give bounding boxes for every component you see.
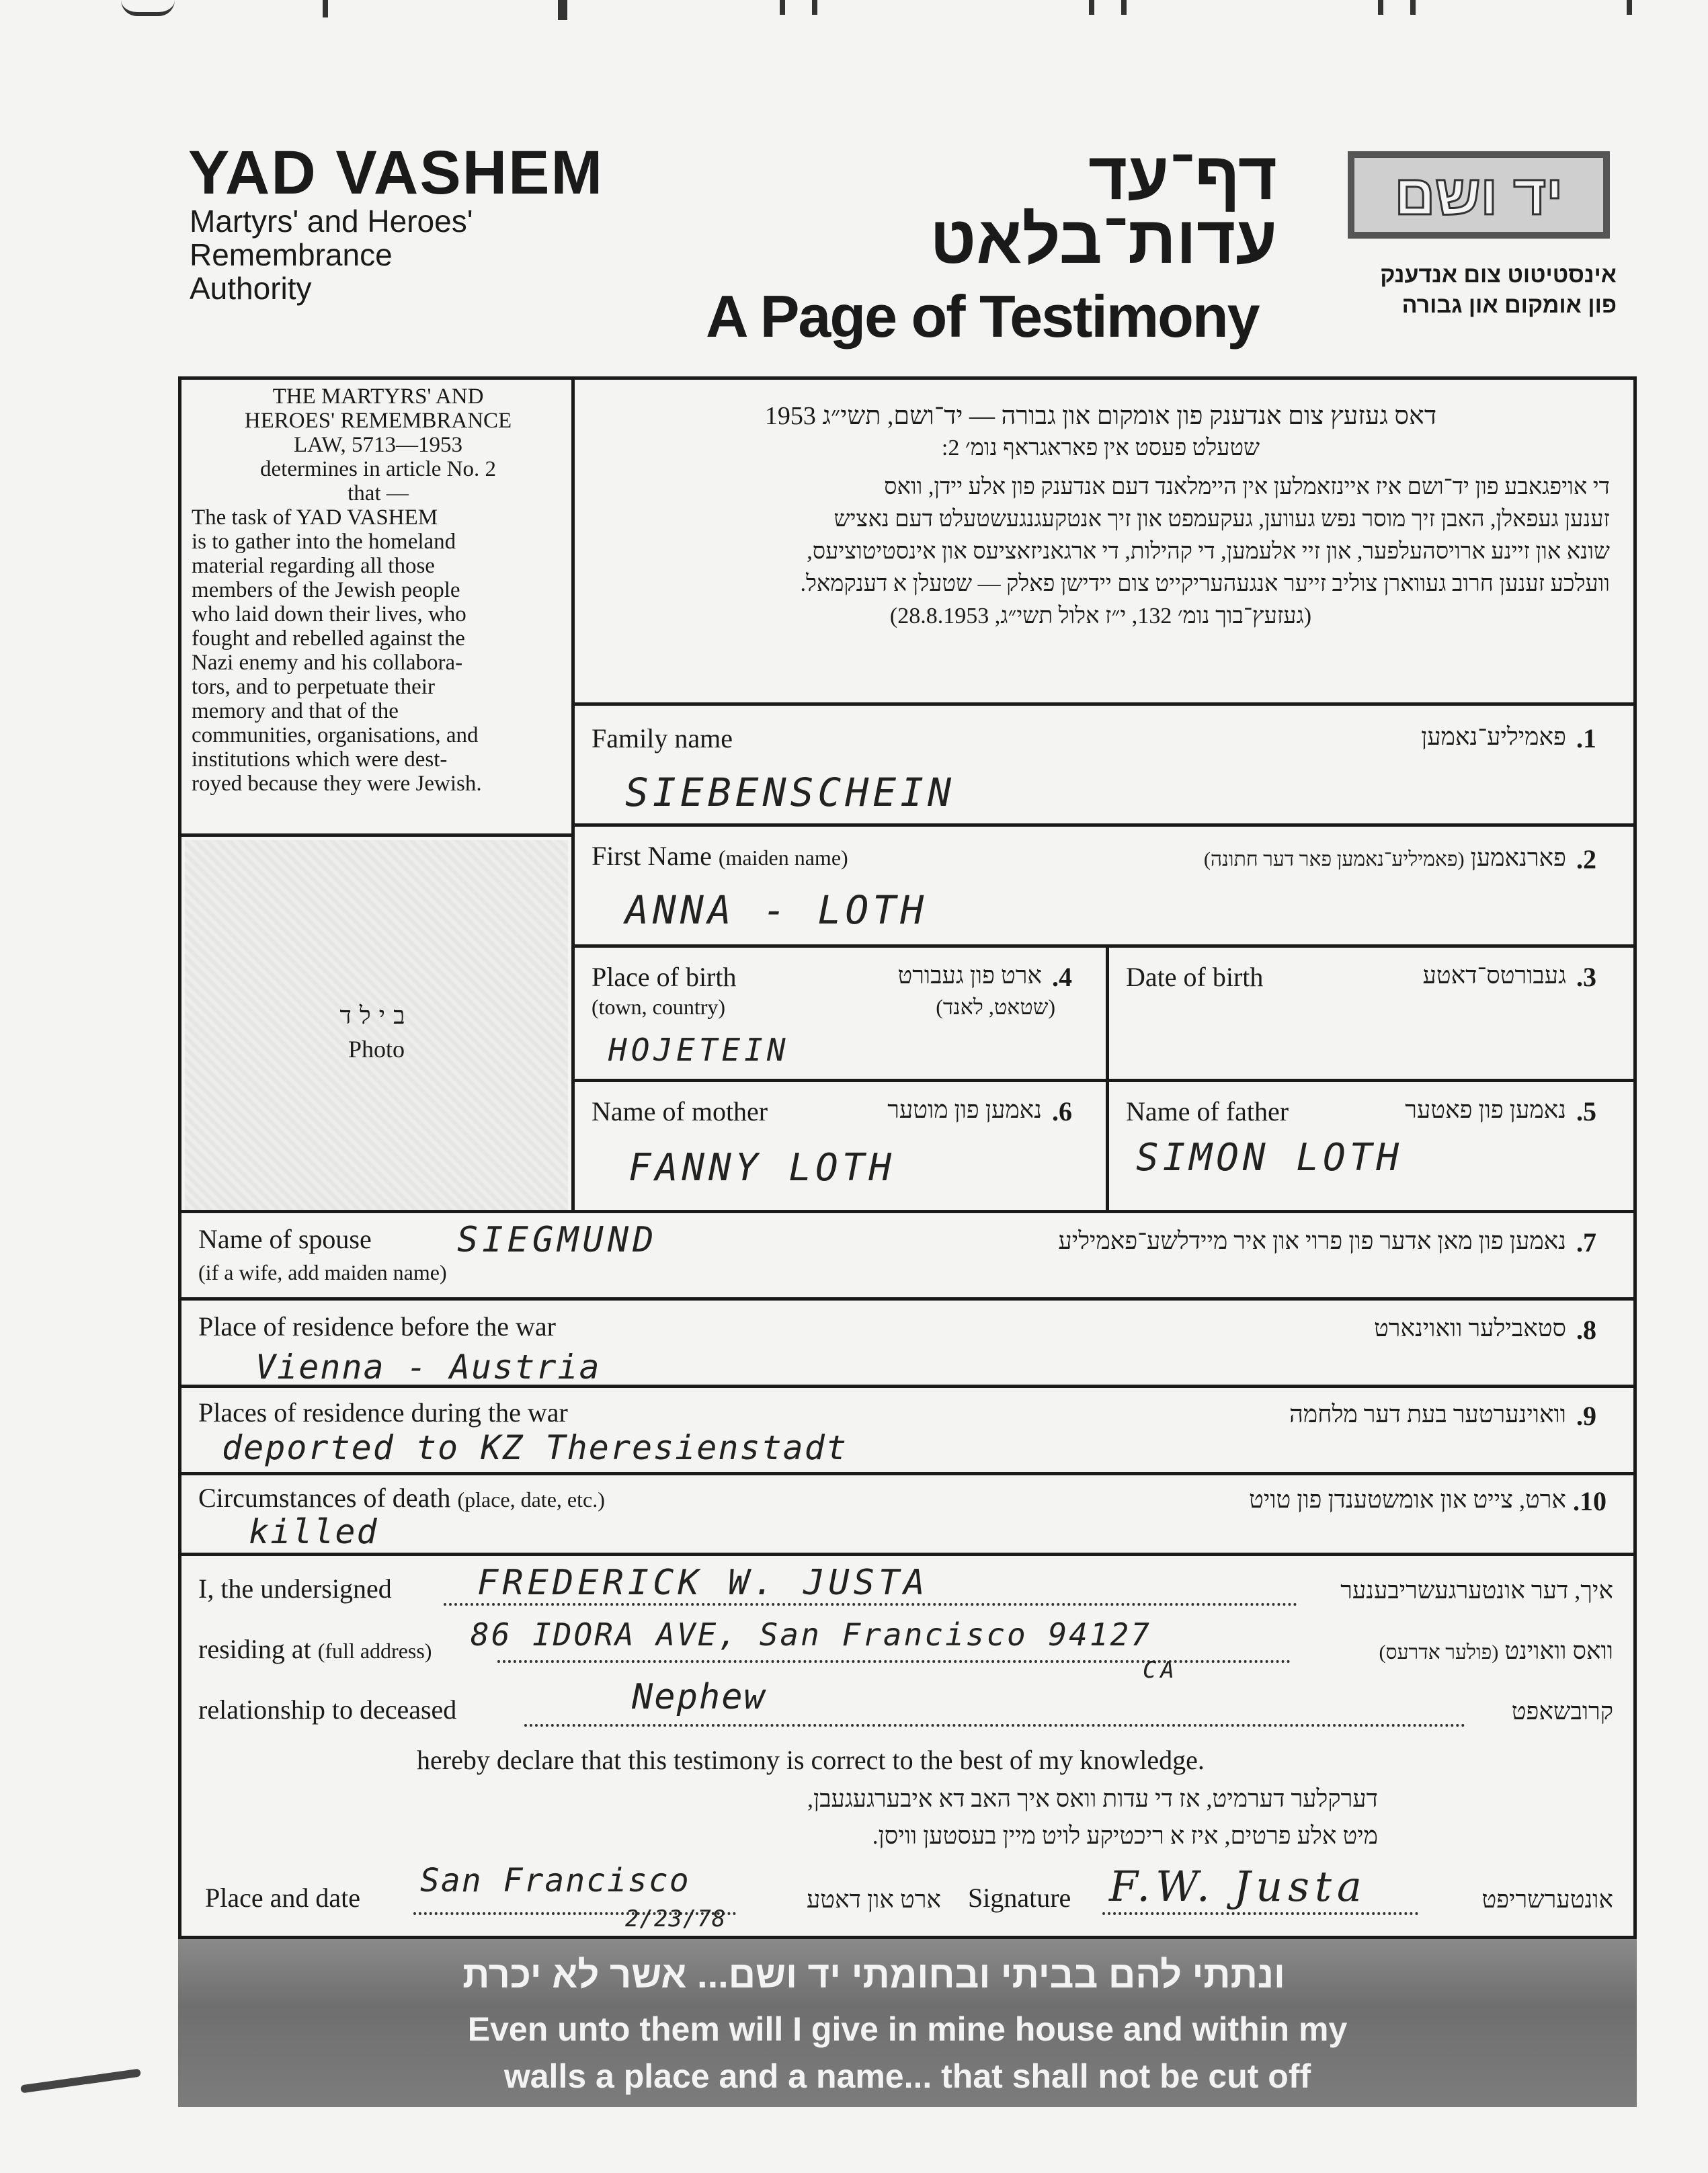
address-note: (full address) [317, 1639, 432, 1663]
first-name-number: .2 [1576, 844, 1596, 874]
mother-name-label-yiddish: נאמען פון מוטער [887, 1096, 1042, 1123]
father-name-label-yiddish: נאמען פון פאטער [1405, 1096, 1566, 1123]
wartime-residence-value[interactable]: deported to KZ Theresienstadt [222, 1428, 848, 1467]
left-column-divider [571, 376, 575, 1213]
law-line: communities, organisations, and [192, 723, 479, 747]
signature-label-yiddish: אונטערשריפט [1481, 1886, 1613, 1913]
logo-mark [1348, 151, 1610, 239]
law-yiddish-line: וועלכע זענען חרוב געווארן צוליב זייער אנגעהעריקייט צום יידישן פאלק — שטעלן א דענקמאל. [800, 571, 1610, 596]
upper-section-bottom [181, 1210, 1637, 1213]
spouse-name-label-yiddish: נאמען פון מאן אדער פון פרוי און איר מיידלשע־פאמיליע [1058, 1227, 1566, 1254]
prewar-residence-label: Place of residence before the war [198, 1311, 556, 1342]
family-name-label: Family name [592, 723, 733, 753]
address-heb-note: (פולער אדרעס) [1379, 1641, 1499, 1664]
birthplace-note: (town, country) [592, 995, 726, 1019]
undersigned-value[interactable]: FREDERICK W. JUSTA [477, 1563, 929, 1603]
birthplace-note-yiddish: (שטאט, לאנד) [936, 995, 1055, 1019]
undersigned-label: I, the undersigned [198, 1573, 392, 1604]
spouse-name-number: .7 [1576, 1227, 1596, 1258]
mother-name-number: .6 [1052, 1096, 1072, 1126]
relationship-label: relationship to deceased [198, 1694, 457, 1725]
undersigned-label-yiddish: איך, דער אונטערגעשריבענער [1340, 1577, 1613, 1604]
law-line: that — [348, 481, 409, 505]
top-edge-marks [0, 0, 1708, 20]
prewar-residence-value[interactable]: Vienna - Austria [255, 1348, 601, 1387]
title-yiddish-1: דף־עד [1088, 138, 1277, 214]
signature-label: Signature [968, 1883, 1071, 1913]
law-line: HEROES' REMEMBRANCE [244, 409, 512, 433]
prewar-residence-number: .8 [1576, 1315, 1596, 1345]
first-name-note: (maiden name) [718, 846, 848, 870]
spouse-name-note: (if a wife, add maiden name) [198, 1260, 447, 1284]
law-photo-divider [181, 833, 571, 837]
address-value[interactable]: 86 IDORA AVE, San Francisco 94127 [471, 1616, 1151, 1653]
relationship-line [524, 1724, 1465, 1727]
birthdate-label: Date of birth [1126, 962, 1264, 992]
org-name: YAD VASHEM [188, 138, 604, 207]
relationship-value[interactable]: Nephew [632, 1677, 766, 1717]
footer-english-1: Even unto them will I give in mine house and within my [467, 2010, 1348, 2048]
law-line: The task of YAD VASHEM [192, 505, 438, 530]
signature-line [1102, 1912, 1418, 1915]
relationship-label-yiddish: קרובשאפט [1511, 1698, 1613, 1725]
wartime-residence-number: .9 [1576, 1401, 1596, 1431]
address-label-yiddish [1264, 1637, 1613, 1665]
law-yiddish-line: זענען געפאלן, האבן זיך מוסר נפש געווען, געקעמפט און זיך אנטקעגנגעשטעלט דעם נאציש [833, 507, 1610, 532]
law-line: members of the Jewish people [192, 578, 460, 602]
first-name-value[interactable]: ANNA - LOTH [625, 887, 928, 933]
law-yiddish-title: דאס געזעץ צום אנדענק פון אומקום און גבורה — יד־ושם, תשי״ג 1953 [764, 402, 1437, 430]
law-line: who laid down their lives, who [192, 602, 466, 626]
wartime-residence-label-yiddish: וואוינערטער בעת דער מלחמה [1289, 1401, 1566, 1428]
first-name-label [592, 840, 848, 872]
scan-artifact [20, 2069, 141, 2094]
first-name-heb-note: (פאמיליע־נאמען פאר דער חתונה) [1203, 848, 1465, 870]
family-name-value[interactable]: SIEBENSCHEIN [625, 770, 956, 815]
title-yiddish-2: עדות־בלאט [930, 202, 1277, 278]
death-circumstances-text: Circumstances of death [198, 1483, 451, 1513]
wartime-residence-label: Places of residence during the war [198, 1397, 568, 1428]
spouse-name-label: Name of spouse [198, 1224, 372, 1254]
title-english: A Page of Testimony [706, 283, 1259, 350]
date-value[interactable]: 2/23/78 [625, 1905, 727, 1932]
mother-name-label: Name of mother [592, 1096, 768, 1126]
law-english [192, 384, 565, 796]
law-fields-divider [571, 702, 1637, 706]
law-line: fought and rebelled against the [192, 626, 465, 651]
first-name-label-yiddish [1075, 844, 1566, 872]
death-circumstances-value[interactable]: killed [249, 1512, 378, 1551]
birthplace-number: .4 [1052, 962, 1072, 992]
law-line: tors, and to perpetuate their [192, 675, 435, 699]
address-label-text: residing at [198, 1634, 311, 1664]
place-date-label: Place and date [205, 1883, 360, 1913]
law-yiddish [592, 400, 1610, 632]
field10-divider [181, 1553, 1637, 1556]
father-name-label: Name of father [1126, 1096, 1289, 1126]
signature-value[interactable]: F.W. Justa [1109, 1862, 1367, 1911]
institute-yiddish-1: אינסטיטוט צום אנדענק [1380, 262, 1617, 288]
field34-divider [571, 1079, 1637, 1082]
law-yiddish-sub: שטעלט פעסט אין פאראגראף נומ׳ 2: [941, 436, 1260, 460]
father-name-number: .5 [1576, 1096, 1596, 1126]
org-subtitle-1: Martyrs' and Heroes' [190, 204, 473, 239]
mother-name-value[interactable]: FANNY LOTH [628, 1146, 896, 1190]
field2-divider [571, 944, 1637, 948]
death-circumstances-label-yiddish: ארט, צייט און אומשטענדן פון טויט [1249, 1486, 1566, 1513]
death-circumstances-number: .10 [1573, 1486, 1607, 1516]
law-line: Nazi enemy and his collabora- [192, 651, 463, 675]
undersigned-line [444, 1603, 1297, 1606]
spouse-name-value[interactable]: SIEGMUND [457, 1220, 658, 1260]
footer-english-2: walls a place and a name... that shall not be cut off [503, 2057, 1311, 2095]
footer-hebrew: ונתתי להם בביתי ובחומתי יד ושם... אשר לא יכרת [462, 1953, 1285, 1996]
place-date-label-yiddish: ארט און דאטע [806, 1886, 941, 1913]
law-line: determines in article No. 2 [260, 457, 496, 481]
place-date-value[interactable]: San Francisco [420, 1862, 690, 1899]
law-yiddish-line: (געזעץ־בוך נומ׳ 132, י״ז אלול תשי״ג, 28.8.1953) [889, 604, 1312, 628]
logo-text: יד ושם [1394, 163, 1563, 227]
declaration-yiddish-1: דערקלער דערמיט, אז די עדות וואס איך האב דא איבערגעגעבן, [807, 1785, 1378, 1812]
law-line: institutions which were dest- [192, 747, 448, 772]
prewar-residence-label-yiddish: סטאבילער וואוינארט [1374, 1315, 1566, 1342]
institute-yiddish-2: פון אומקום און גבורה [1401, 292, 1617, 318]
field7-divider [181, 1297, 1637, 1301]
law-line: material regarding all those [192, 554, 435, 578]
field1-divider [571, 823, 1637, 827]
org-subtitle-3: Authority [190, 271, 312, 306]
birthplace-label-yiddish: ארט פון געבורט [897, 962, 1042, 989]
photo-label-english: Photo [348, 1036, 405, 1063]
address-label [198, 1633, 432, 1665]
death-circumstances-note: (place, date, etc.) [457, 1487, 605, 1512]
law-line: is to gather into the homeland [192, 530, 456, 554]
father-name-value[interactable]: SIMON LOTH [1136, 1136, 1404, 1180]
declaration-yiddish-2: מיט אלע פרטים, איז א ריכטיקע לויט מיין בעסטען וויסן. [872, 1822, 1378, 1849]
field34-split [1106, 944, 1109, 1213]
first-name-heb: פארנאמען [1470, 844, 1566, 871]
law-line: THE MARTYRS' AND [272, 384, 484, 409]
law-line: LAW, 5713—1953 [294, 433, 462, 457]
law-line: royed because they were Jewish. [192, 772, 482, 796]
law-yiddish-line: שונא און זיינע ארויסהעלפער, און זיי אלעמען, די קהילות, די ארגאניזאציעס און אינסטיטוציעס, [807, 539, 1610, 564]
address-heb: וואס וואוינט [1504, 1637, 1613, 1664]
family-name-label-yiddish: פאמיליע־נאמען [1421, 723, 1566, 750]
family-name-number: .1 [1576, 723, 1596, 753]
field9-divider [181, 1472, 1637, 1475]
law-line: memory and that of the [192, 699, 399, 723]
first-name-label-text: First Name [592, 841, 712, 871]
declaration-english: hereby declare that this testimony is correct to the best of my knowledge. [417, 1745, 1205, 1775]
birthdate-number: .3 [1576, 962, 1596, 992]
address-extra[interactable]: CA [1143, 1657, 1178, 1684]
birthplace-value[interactable]: HOJETEIN [608, 1032, 790, 1068]
photo-label-yiddish: בילד [339, 1002, 413, 1029]
birthdate-label-yiddish: געבורטס־דאטע [1422, 962, 1566, 989]
birthplace-label: Place of birth [592, 962, 737, 992]
org-subtitle-2: Remembrance [190, 237, 393, 272]
death-circumstances-label [198, 1482, 605, 1514]
law-yiddish-line: די אויפגאבע פון יד־ושם איז איינזאמלען אין היימלאנד דעם אנדענק פון אלע יידן, וואס [884, 475, 1610, 499]
